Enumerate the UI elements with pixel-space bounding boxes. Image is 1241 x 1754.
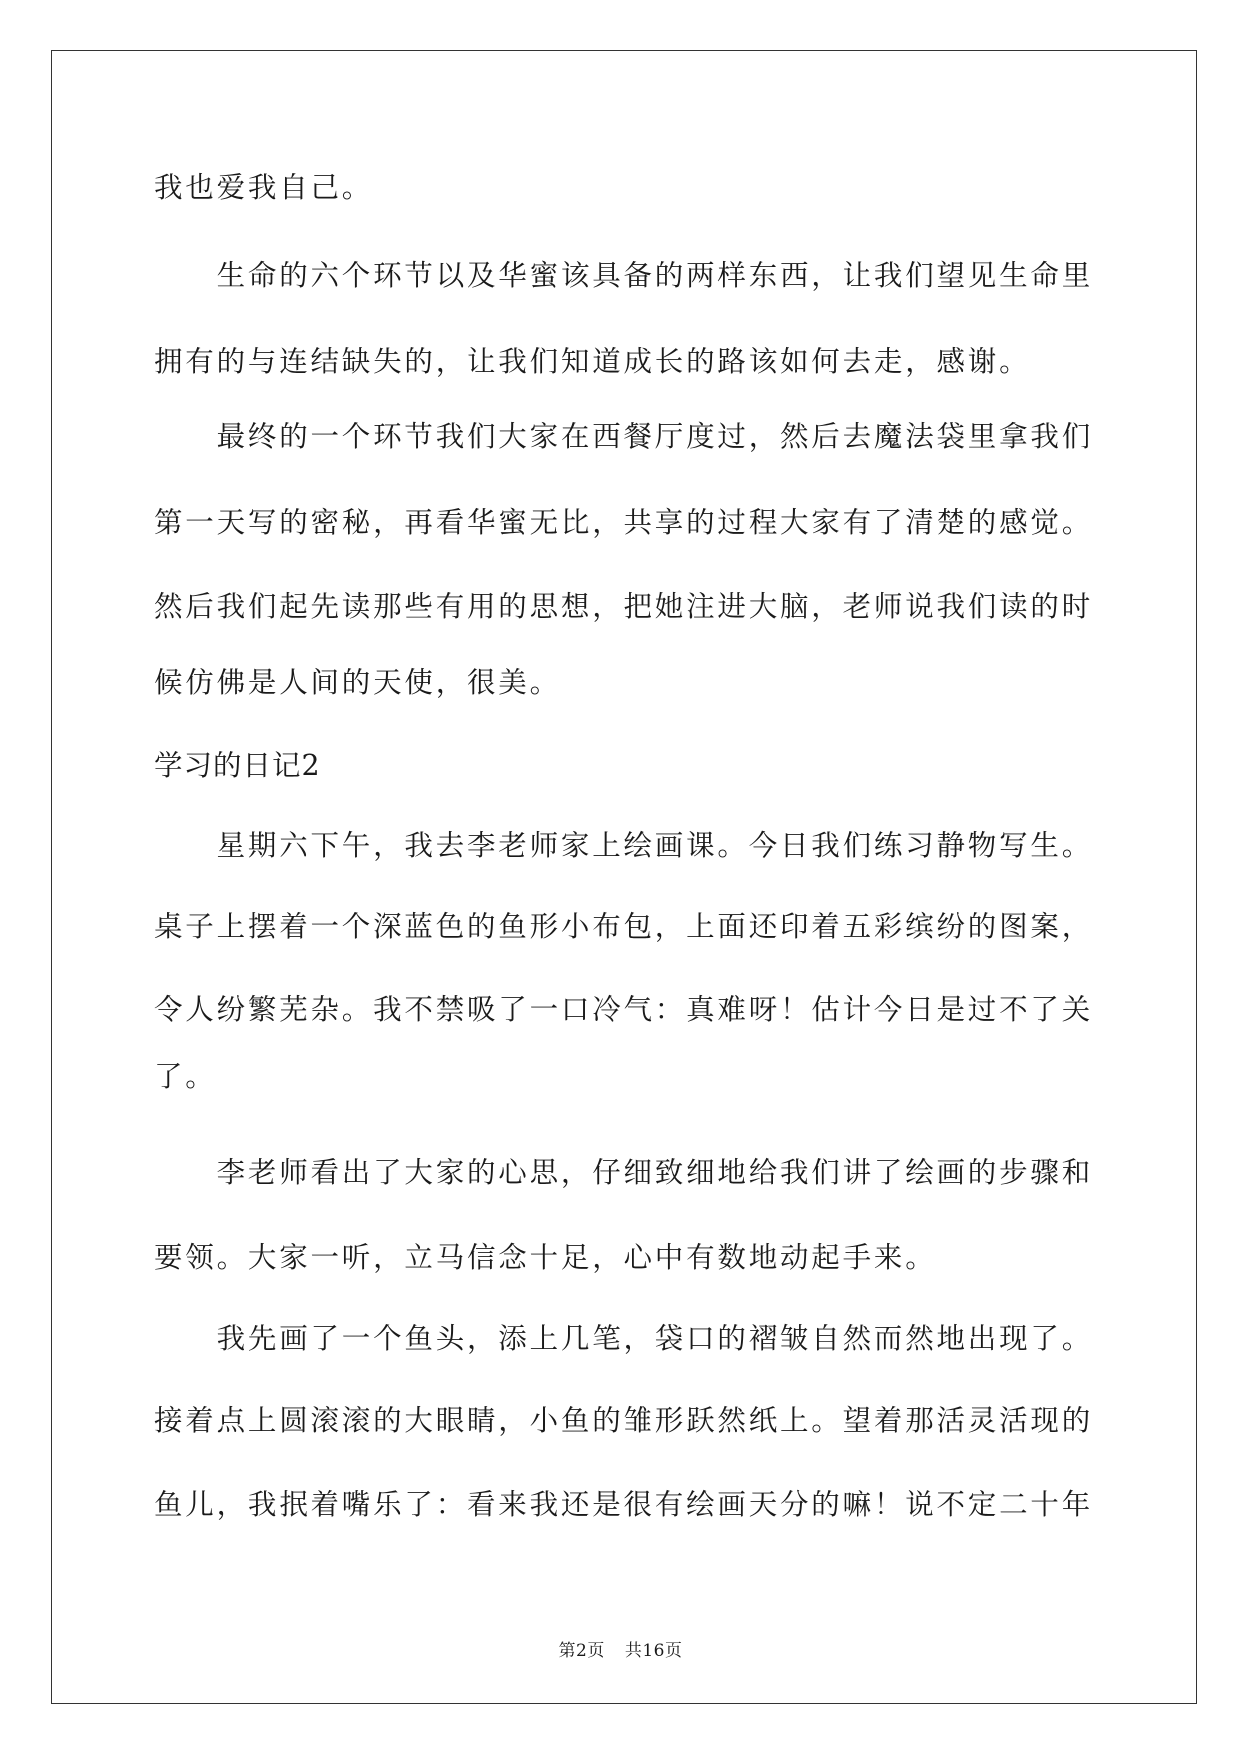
text-line: 第一天写的密秘，再看华蜜无比，共享的过程大家有了清楚的感觉。 [154,506,1094,539]
text-line: 令人纷繁芜杂。我不禁吸了一口冷气：真难呀！估计今日是过不了关 [154,993,1094,1026]
text-line: 候仿佛是人间的天使，很美。 [154,666,561,699]
text-line: 要领。大家一听，立马信念十足，心中有数地动起手来。 [154,1241,937,1274]
text-line: 我也爱我自己。 [154,171,374,204]
text-line: 生命的六个环节以及华蜜该具备的两样东西，让我们望见生命里 [154,259,1094,292]
text-line: 我先画了一个鱼头，添上几笔，袋口的褶皱自然而然地出现了。 [154,1322,1094,1355]
text-line: 星期六下午，我去李老师家上绘画课。今日我们练习静物写生。 [154,829,1094,862]
text-line: 了。 [154,1060,217,1093]
text-line: 接着点上圆滚滚的大眼睛，小鱼的雏形跃然纸上。望着那活灵活现的 [154,1404,1094,1437]
text-line: 鱼儿，我抿着嘴乐了：看来我还是很有绘画天分的嘛！说不定二十年 [154,1488,1094,1521]
text-line: 最终的一个环节我们大家在西餐厅度过，然后去魔法袋里拿我们 [154,420,1094,453]
page-number: 第2页 [558,1641,605,1661]
text-line: 李老师看出了大家的心思，仔细致细地给我们讲了绘画的步骤和 [154,1156,1094,1189]
section-heading: 学习的日记2 [154,749,321,782]
text-line: 然后我们起先读那些有用的思想，把她注进大脑，老师说我们读的时 [154,590,1094,623]
page-total: 共16页 [624,1641,683,1661]
page-footer [0,1638,1241,1664]
text-line: 桌子上摆着一个深蓝色的鱼形小布包，上面还印着五彩缤纷的图案， [154,910,1094,943]
text-line: 拥有的与连结缺失的，让我们知道成长的路该如何去走，感谢。 [154,345,1031,378]
